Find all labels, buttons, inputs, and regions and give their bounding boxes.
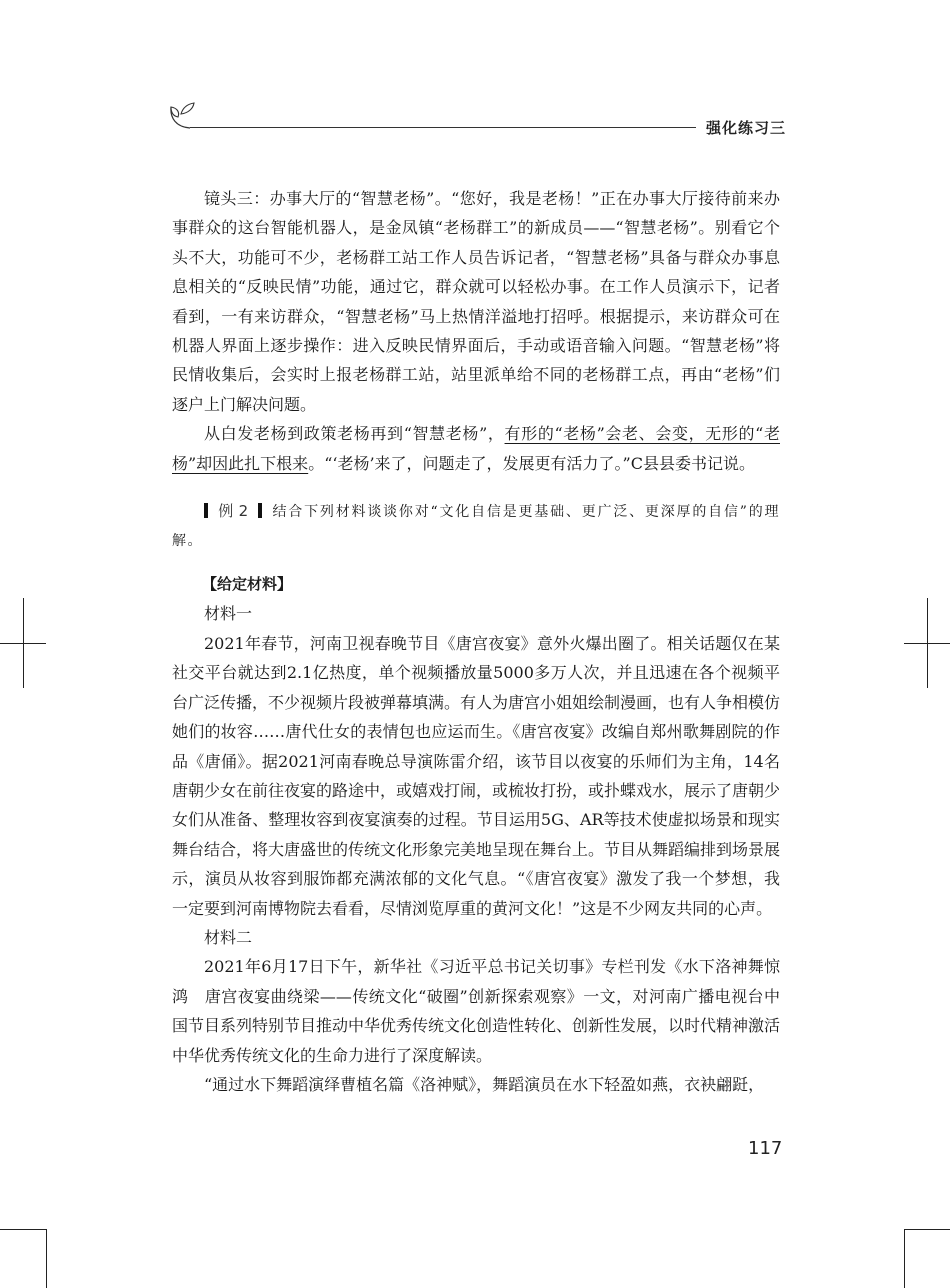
paragraph-text: 从白发老杨到政策老杨再到“智慧老杨”， (204, 424, 505, 444)
leaf-ornament-icon (168, 100, 202, 130)
header-rule (190, 127, 696, 128)
crop-mark (46, 1229, 47, 1288)
given-material-label: 【给定材料】 (202, 575, 293, 594)
crop-mark (927, 598, 928, 688)
example-bar-right (258, 503, 262, 518)
material-two-title: 材料二 (204, 927, 253, 947)
running-header-title: 强化练习三 (706, 119, 787, 137)
paragraph: 2021年春节，河南卫视春晚节目《唐宫夜宴》意外火爆出圈了。相关话题仅在某社交平台就达到2.1亿热度，单个视频播放量5000多万人次，并且迅速在各个视频平台广泛传播，不少视频片段被弹幕填满。有人为唐宫小姐姐绘制漫画，也有人争相模仿她们的妆容……唐代仕女的表情包也应运而生。《唐宫夜宴》改编自郑州歌舞剧院的作品《唐俑》。据2021河南春晚总导演陈雷介绍，该节目以夜宴的乐师们为主角，14名唐朝少女在前往夜宴的路途中，或嬉戏打闹，或梳妆打扮，或扑蝶戏水，展示了唐朝少女们从准备、整理妆容到夜宴演奏的过程。节目运用5G、AR等技术使虚拟场景和现实舞台结合，将大唐盛世的传统文化形象完美地呈现在舞台上。节目从舞蹈编排到场景展示，演员从妆容到服饰都充满浓郁的文化气息。“《唐宫夜宴》激发了我一个梦想，我一定要到河南博物院去看看，尽情浏览厚重的黄河文化！”这是不少网友共同的心声。 (172, 633, 781, 918)
example-label: 例 2 (218, 502, 249, 521)
page-content (172, 184, 780, 1099)
example-prompt (172, 497, 780, 556)
example-question: 结合下列材料谈谈你对“文化自信是更基础、更广泛、更深厚的自信”的理解。 (172, 504, 781, 550)
crop-mark (904, 1229, 950, 1230)
material-one-title: 材料一 (204, 604, 253, 624)
crop-mark (904, 1229, 905, 1288)
paragraph: 2021年6月17日下午，新华社《习近平总书记关切事》专栏刊发《水下洛神舞惊鸿 唐宫夜宴曲绕梁——传统文化“破圈”创新探索观察》一文，对河南广播电视台中国节目系列特别节目推动中华优秀传统文化创造性转化、创新性发展，以时代精神激活中华优秀传统文化的生命力进行了深度解读。 (172, 957, 781, 1065)
page-number: 117 (748, 1138, 783, 1159)
paragraph-text: 。“‘老杨’来了，问题走了，发展更有活力了。”C县县委书记说。 (308, 453, 755, 473)
example-bar-left (204, 503, 208, 518)
crop-mark (23, 598, 24, 688)
underlined-sentence: 有形的“老杨”会老、会变，无形的“老杨”却因此扎下根来 (172, 424, 780, 473)
crop-mark (0, 1229, 46, 1230)
paragraph: “通过水下舞蹈演绎曹植名篇《洛神赋》，舞蹈演员在水下轻盈如燕，衣袂翩跹， (204, 1074, 765, 1094)
paragraph: 镜头三：办事大厅的“智慧老杨”。“您好，我是老杨！”正在办事大厅接待前来办事群众的这台智能机器人，是金凤镇“老杨群工”的新成员——“智慧老杨”。别看它个头不大，功能可不少，老杨群工站工作人员告诉记者，“智慧老杨”具备与群众办事息息相关的“反映民情”功能，通过它，群众就可以轻松办事。在工作人员演示下，记者看到，一有来访群众，“智慧老杨”马上热情洋溢地打招呼。根据提示，来访群众可在机器人界面上逐步操作：进入反映民情界面后，手动或语音输入问题。“智慧老杨”将民情收集后，会实时上报老杨群工站，站里派单给不同的老杨群工点，再由“老杨”们逐户上门解决问题。 (172, 189, 780, 414)
closing-paragraph (172, 419, 780, 478)
